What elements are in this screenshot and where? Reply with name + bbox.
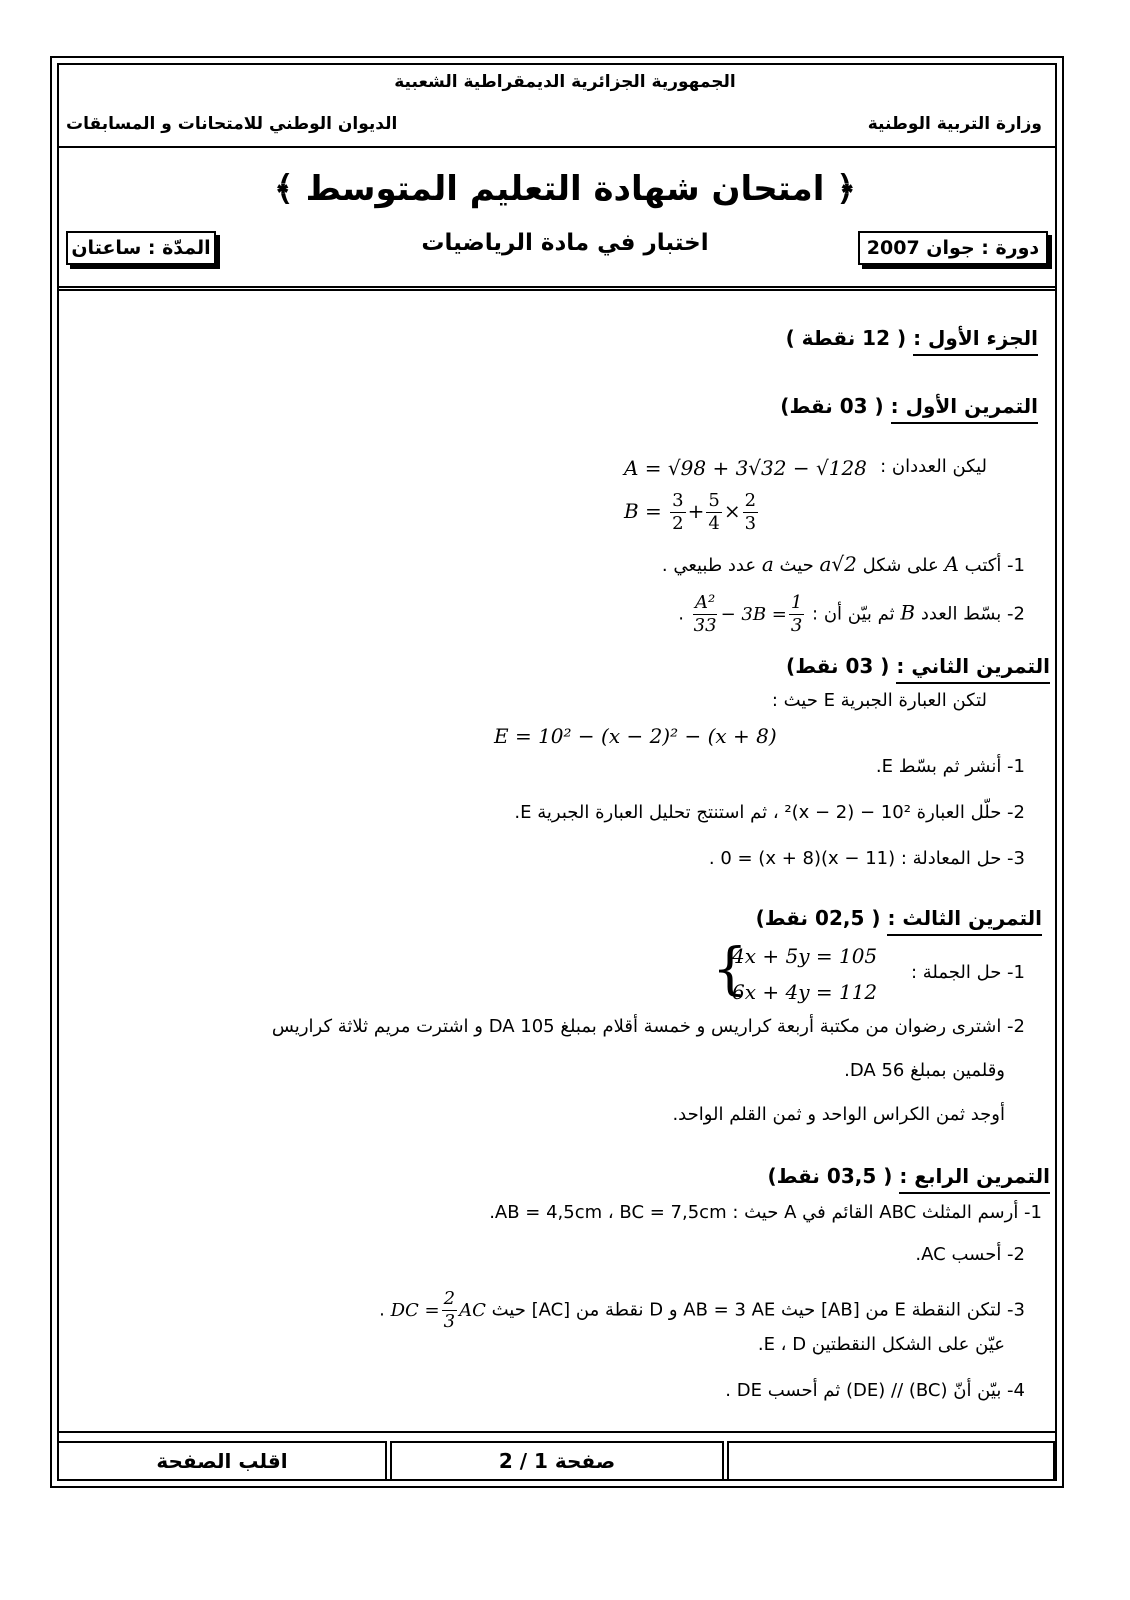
ex3-heading: [756, 906, 1042, 930]
exam-subject: اختبار في مادة الرياضيات: [421, 230, 709, 256]
title-divider: [57, 286, 1057, 291]
ex1-title: التمرين الأول :: [891, 394, 1038, 424]
ex3-title: التمرين الثالث :: [887, 906, 1042, 936]
ex2-q2: 2- حلّل العبارة 10² − (x − 2)² ، ثم استنتج تحليل العبارة الجبرية E.: [514, 802, 1025, 823]
ex1-eq-b: B = $\frac{3}{2}$ + $\frac{5}{4}$ × $\frac{2}{3}$: [624, 490, 757, 534]
ex1-q2: 2- بسّط العدد B ثم بيّن أن : $\frac{\text{A²}}{33}$ − 3B = $\frac{1}{3}$ .: [678, 592, 1025, 636]
ex2-points: ( 03 نقط): [786, 654, 890, 678]
ex4-q3: 3- لتكن النقطة E من [AB] حيث AB = 3 AE و D نقطة من [AC] حيث DC = $\frac{2}{3}$ AC .: [379, 1288, 1025, 1332]
ex3-q2-line3: أوجد ثمن الكراس الواحد و ثمن القلم الواحد.: [672, 1104, 1005, 1125]
ex4-q4: 4- بيّن أنّ (BC) // (DE) ثم أحسب DE .: [725, 1380, 1025, 1401]
ex3-q1: 1- حل الجملة :: [910, 962, 1025, 983]
ex4-q2: 2- أحسب AC.: [915, 1244, 1025, 1265]
ex1-eq-a: A = √98 + 3√32 − √128: [624, 456, 867, 480]
footer-divider: [57, 1431, 1057, 1433]
part1-heading: [786, 326, 1038, 350]
ex4-title: التمرين الرابع :: [899, 1164, 1050, 1194]
ex3-points: ( 02,5 نقط): [755, 906, 881, 930]
ex2-q1: 1- أنشر ثم بسّط E.: [875, 756, 1025, 777]
ex2-q3: 3- حل المعادلة : (11 − x)(x + 8) = 0 .: [708, 848, 1025, 869]
part1-points: ( 12 نقطة ): [785, 326, 907, 350]
ex4-q1: 1- أرسم المثلث ABC القائم في A حيث : AB = 4,5cm ، BC = 7,5cm.: [489, 1202, 1042, 1223]
ex2-intro: لتكن العبارة الجبرية E حيث :: [771, 690, 987, 711]
turn-page-cell: اقلب الصفحة: [57, 1441, 387, 1481]
page-number-cell: صفحة 1 / 2: [390, 1441, 724, 1481]
duration-box: المدّة : ساعتان: [66, 231, 216, 265]
ex3-sys2: 6x + 4y = 112: [732, 980, 878, 1004]
office-header: الديوان الوطني للامتحانات و المسابقات: [66, 114, 398, 134]
exam-title: ﴿ امتحان شهادة التعليم المتوسط ﴾: [273, 169, 857, 209]
session-box: دورة : جوان 2007: [858, 231, 1048, 265]
ex3-q2-line1: 2- اشترى رضوان من مكتبة أربعة كراريس و خمسة أقلام بمبلغ 105 DA و اشترت مريم ثلاثة كراريس: [271, 1016, 1025, 1037]
ex1-points: ( 03 نقط): [780, 394, 884, 418]
header-divider: [57, 146, 1057, 148]
ex1-intro: ليكن العددان :: [880, 456, 987, 477]
ex4-heading: [767, 1164, 1050, 1188]
ex4-q3-b: عيّن على الشكل النقطتين E ، D.: [757, 1334, 1005, 1355]
ex1-q1: 1- أكتب A على شكل a√2 حيث a عدد طبيعي .: [661, 552, 1025, 576]
part1-title: الجزء الأول :: [913, 326, 1038, 356]
blank-footer-cell: [727, 1441, 1055, 1481]
ex2-title: التمرين الثاني :: [896, 654, 1050, 684]
ministry-header: وزارة التربية الوطنية: [867, 114, 1042, 134]
republic-header: الجمهورية الجزائرية الديمقراطية الشعبية: [394, 72, 736, 92]
ex3-sys1: 4x + 5y = 105: [732, 944, 878, 968]
ex4-points: ( 03,5 نقط): [767, 1164, 893, 1188]
ex2-heading: [786, 654, 1050, 678]
ex1-heading: [780, 394, 1038, 418]
ex2-eq: E = 10² − (x − 2)² − (x + 8): [494, 724, 777, 748]
system-brace: {: [712, 937, 748, 1002]
ex3-q2-line2: وقلمين بمبلغ 56 DA.: [844, 1060, 1005, 1081]
